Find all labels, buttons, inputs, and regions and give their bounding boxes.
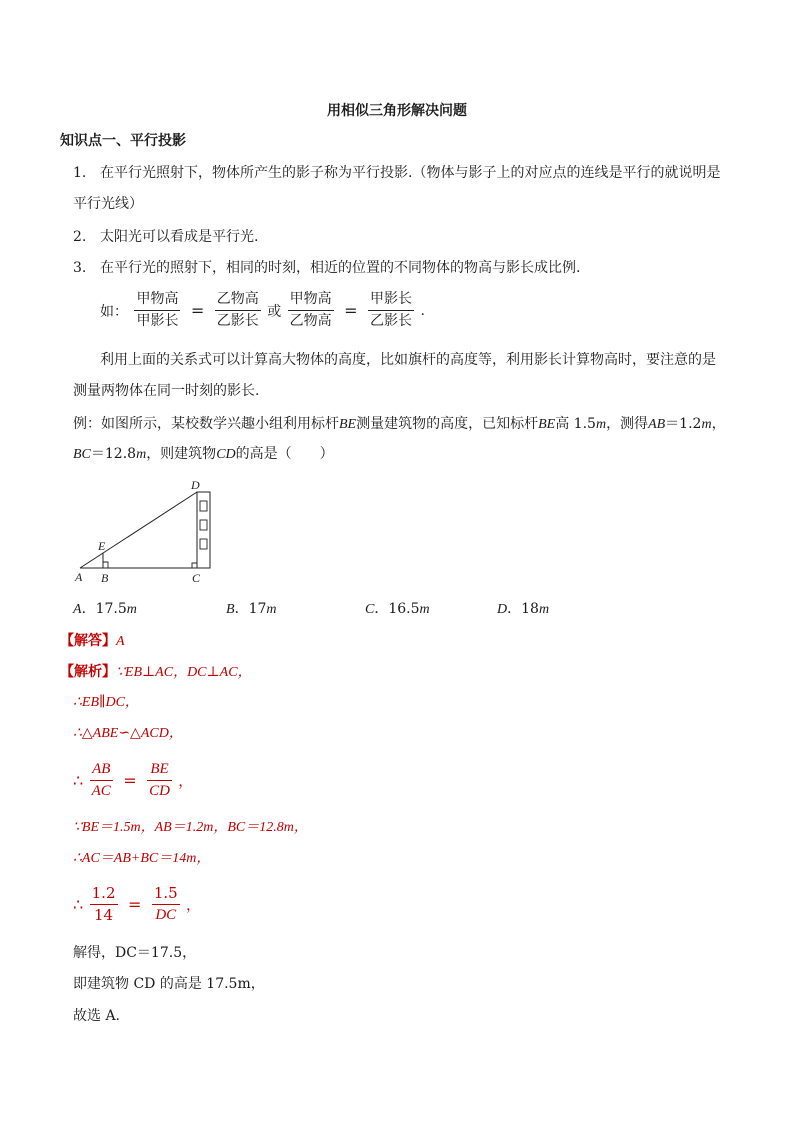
option-b[interactable]: B．17m <box>226 601 277 617</box>
page-title: 用相似三角形解决问题 <box>327 103 467 119</box>
analysis-line-6: ∴AC＝AB+BC＝14m， <box>73 851 211 866</box>
item-number-2: 2. <box>73 229 87 245</box>
ratio-fraction-4 <box>368 290 414 331</box>
building-window-2 <box>200 520 207 530</box>
answer-value: A <box>116 634 125 649</box>
analysis-l7-d1: 14 <box>94 906 114 924</box>
option-c-unit: m <box>419 602 430 617</box>
ratio-f4-den: 乙影长 <box>369 313 412 329</box>
ex-p7: ＝12.8 <box>90 446 137 462</box>
ex-p9: 的高是（ ） <box>235 446 334 462</box>
label-c: C <box>192 571 201 585</box>
building-window-1 <box>200 501 207 511</box>
analysis-l4-n1: AB <box>90 760 113 781</box>
analysis-l7-n1: 1.2 <box>90 884 118 905</box>
option-a[interactable]: A．17.5m <box>73 601 137 617</box>
example-question <box>73 414 726 435</box>
option-b-letter: B <box>226 602 235 617</box>
analysis-l7-end: ， <box>186 897 201 914</box>
ex-ab: AB <box>648 417 666 432</box>
item-number-1: 1. <box>73 165 87 181</box>
ex-p4: ，测得 <box>606 416 649 432</box>
ratio-fraction-2 <box>215 290 261 331</box>
ratio-equals-2: = <box>344 301 358 320</box>
option-c-value: 16.5 <box>388 601 420 617</box>
right-angle-c <box>192 563 197 568</box>
analysis-l7-prefix: ∴ <box>73 895 84 914</box>
ex-p5: ＝1.2 <box>665 416 702 432</box>
analysis-line-5: ∵BE＝1.5m，AB＝1.2m，BC＝12.8m， <box>73 820 308 835</box>
label-e: E <box>98 539 106 553</box>
answer-label: 【解答】 <box>60 633 116 649</box>
ratio-or: 或 <box>267 303 282 320</box>
analysis-l4-d1: AC <box>91 783 111 799</box>
option-d-value: 18 <box>521 601 539 617</box>
ex-cd: CD <box>216 447 236 462</box>
option-d-letter: D <box>497 602 508 617</box>
label-d: D <box>191 478 200 492</box>
analysis-line-10: 故选 A. <box>73 1008 121 1024</box>
analysis-l4-eq: = <box>123 771 137 790</box>
analysis-line-3: ∴△ABE∽△ACD， <box>73 726 183 741</box>
label-a: A <box>75 570 83 584</box>
option-a-unit: m <box>126 602 137 617</box>
answer-line <box>60 631 125 652</box>
ratio-f1-den: 甲影长 <box>136 313 179 329</box>
building-window-3 <box>200 539 207 549</box>
option-d-unit: m <box>538 602 550 617</box>
paragraph-line-2: 测量两物体在同一时刻的影长. <box>73 383 260 399</box>
ratio-fraction-3 <box>288 290 334 331</box>
right-angle-b <box>103 562 108 568</box>
ratio-prefix: 如： <box>100 303 128 320</box>
item-text-2: 太阳光可以看成是平行光. <box>100 229 259 245</box>
analysis-l1: ∵EB⊥AC，DC⊥AC， <box>116 665 252 680</box>
item-number-3: 3. <box>73 260 87 276</box>
item-text-1: 在平行光照射下，物体所产生的影子称为平行投影.（物体与影子上的对应点的连线是平行的就说明是 <box>100 165 721 181</box>
analysis-line-1 <box>60 662 252 683</box>
line-ad <box>80 492 197 568</box>
analysis-l4-frac-1 <box>90 760 113 801</box>
option-c-letter: C <box>365 602 375 617</box>
analysis-l4-prefix: ∴ <box>73 771 84 790</box>
analysis-l7-frac-2 <box>152 884 180 925</box>
analysis-l7-n2: 1.5 <box>152 884 180 905</box>
ratio-fraction-1 <box>134 290 180 331</box>
option-d[interactable]: D．18m <box>497 601 550 617</box>
ex-be-2: BE <box>538 417 556 432</box>
ratio-f3-num: 甲物高 <box>288 290 334 311</box>
ratio-f1-num: 甲物高 <box>134 290 180 311</box>
option-b-unit: m <box>266 602 277 617</box>
section-heading: 知识点一、平行投影 <box>60 133 186 149</box>
analysis-l4-n2: BE <box>147 760 172 781</box>
ratio-f2-num: 乙物高 <box>215 290 261 311</box>
analysis-l7-eq: = <box>127 895 142 914</box>
ratio-formula <box>100 290 425 331</box>
analysis-line-4 <box>73 760 192 801</box>
paragraph-line-1: 利用上面的关系式可以计算高大物体的高度，比如旗杆的高度等，利用影长计算物高时，要注意的是 <box>100 352 716 368</box>
analysis-l7-frac-1 <box>90 884 118 925</box>
ex-p1: 例：如图所示，某校数学兴趣小组利用标杆 <box>73 416 339 432</box>
label-b: B <box>101 571 109 585</box>
ex-p8: ，则建筑物 <box>146 446 217 462</box>
ex-p6: ， <box>711 416 726 432</box>
ex-m-2: m <box>701 417 712 432</box>
ratio-f3-den: 乙物高 <box>289 313 332 329</box>
item-text-3: 在平行光的照射下，相同的时刻，相近的位置的不同物体的物高与影长成比例. <box>100 260 581 276</box>
ratio-f4-num: 甲影长 <box>368 290 414 311</box>
ratio-equals-1: = <box>190 301 205 320</box>
example-question-cont <box>73 444 334 465</box>
analysis-line-9: 即建筑物 CD 的高是 17.5m， <box>73 976 265 992</box>
option-a-letter: A <box>73 602 82 617</box>
option-b-value: 17 <box>248 601 267 617</box>
analysis-l4-end: ， <box>178 773 193 790</box>
analysis-l7-d2: DC <box>155 907 177 923</box>
ex-be-1: BE <box>339 417 357 432</box>
option-a-value: 17.5 <box>95 601 127 617</box>
item-text-1-cont: 平行光线） <box>73 196 143 212</box>
analysis-line-8: 解得，DC＝17.5， <box>73 945 197 961</box>
analysis-l4-d2: CD <box>149 783 170 799</box>
ex-m-3: m <box>136 447 147 462</box>
analysis-line-2: ∴EB∥DC， <box>73 695 139 710</box>
option-c[interactable]: C．16.5m <box>365 601 430 617</box>
ex-p3: 高 1.5 <box>555 416 596 432</box>
geometry-figure <box>70 476 220 588</box>
analysis-l4-frac-2 <box>147 760 172 801</box>
ex-bc: BC <box>73 447 91 462</box>
ratio-f2-den: 乙影长 <box>216 313 259 329</box>
analysis-label: 【解析】 <box>60 664 116 680</box>
ex-p2: 测量建筑物的高度，已知标杆 <box>356 416 539 432</box>
ratio-end: . <box>420 302 425 319</box>
ex-m-1: m <box>595 417 607 432</box>
analysis-line-7 <box>73 884 200 925</box>
